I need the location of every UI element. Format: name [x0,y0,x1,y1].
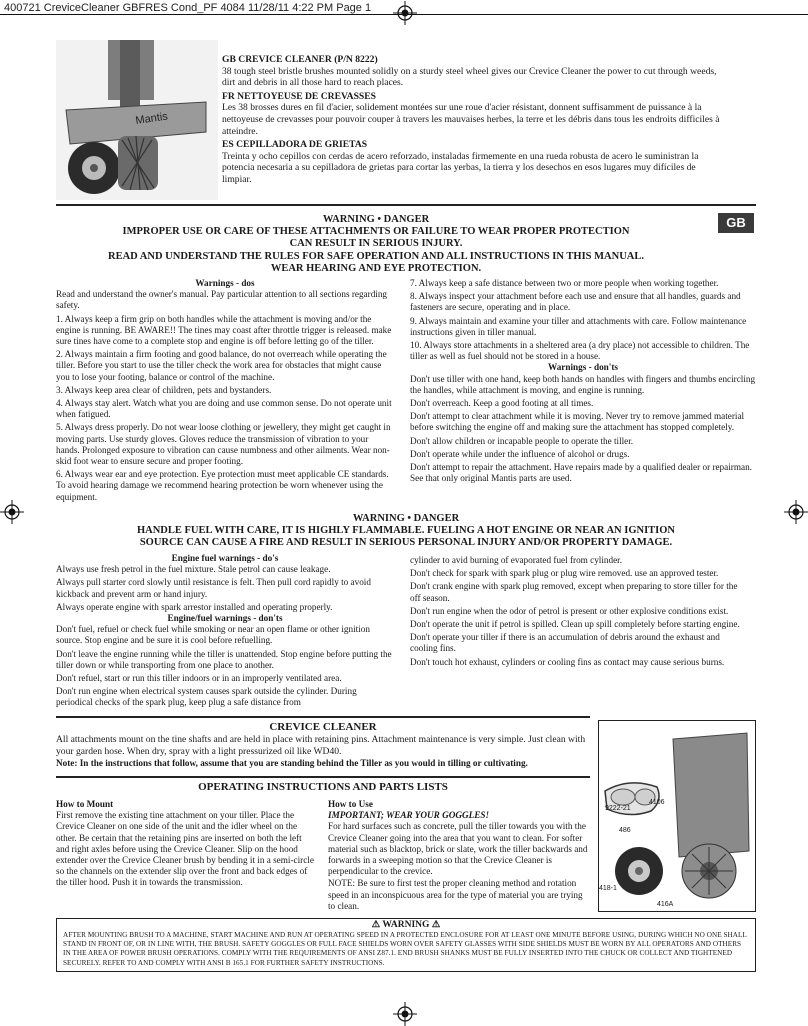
fr-description: Les 38 brosses dures en fil d'acier, solidement montées sur une roue d'acier résistant, donnent suffisamment de puissance à la nettoyeuse de crevasses pour pouvoir couper à travers les mauvaises herbes, la terre et les débris dans tous les endroits difficiles à atteindre. [222,102,720,137]
donts-item: Don't allow children or incapable people to operate the tiller. [410,435,634,446]
fuel-donts-item: Don't run engine when the odor of petrol is present or other explosive conditions exist. [410,605,729,616]
warning1-title: WARNING • DANGER [322,214,430,225]
dos-item: 1. Always keep a firm grip on both handles while the attachment is moving and/or the engine is running. BE AWARE!! The tines may coast after throttle trigger is released. make sure tines have come to a complete stop and engine is off before letting go of the tiller. [56,313,392,347]
use-title: How to Use [328,799,373,809]
warning1-line: IMPROPER USE OR CARE OF THESE ATTACHMENTS OR FAILURE TO WEAR PROPER PROTECTION [122,226,630,238]
warning2-line: HANDLE FUEL WITH CARE, IT IS HIGHLY FLAMMABLE. FUELING A HOT ENGINE OR NEAR AN IGNITION [136,525,676,537]
fuel-dos-item: Always pull starter cord slowly until resistance is felt. Then pull cord rapidly to avoid kickback and prevent arm or hand injury. [56,577,371,599]
warning1-line: READ AND UNDERSTAND THE RULES FOR SAFE OPERATION AND ALL INSTRUCTIONS IN THIS MANUAL. [108,250,644,262]
warning-triangle-icon: ⚠ [371,920,381,930]
part-label: 418-1 [599,885,617,892]
language-badge: GB [718,213,754,233]
donts-item: Don't operate while under the influence of alcohol or drugs. [410,448,630,459]
fuel-donts-item: Don't operate your tiller if there is an accumulation of debris around the exhaust and cooling fins. [410,632,720,654]
fuel-donts-item: Don't fuel, refuel or check fuel while smoking or near an open flame or other ignition source. Stop engine and be sure it is cool before refuelling. [56,624,370,646]
part-label: 9222-21 [605,805,631,812]
dos-item: 7. Always keep a safe distance between two or more people when working together. [410,278,719,288]
use-note: NOTE: Be sure to first test the proper cleaning method and rotation speed in an inconspicuous area for the type of material you are trying to clean. [328,878,583,911]
dos-item: 10. Always store attachments in a sheltered area (a dry place) not accessible to children. The tiller as well as fuel should not be stored in a house. [410,340,750,362]
donts-item: Don't attempt to clear attachment while it is moving. Never try to remove jammed material before switching the engine off and making sure the attachment has stopped completely. [410,411,745,433]
donts-title: Warnings - don'ts [548,362,618,373]
use-text: For hard surfaces such as concrete, pull the tiller towards you with the Crevice Cleaner going into the area that you want to clean. For softer material such as blacktop, brick or slate, work the tiller backwards and forwards in a sweeping motion so that the Crevice Cleaner is perpendicular to the crevice. [328,821,588,877]
registration-mark-bottom [393,1002,417,1026]
part-label: 4106 [649,799,665,806]
print-slug: 400721 CreviceCleaner GBFRES Cond_PF 4084 11/28/11 4:22 PM Page 1 [4,2,372,14]
warning2-line: SOURCE CAN CAUSE A FIRE AND RESULT IN SERIOUS PERSONAL INJURY AND/OR PROPERTY DAMAGE. [139,537,673,549]
fuel-donts-item: Don't crank engine with spark plug removed, except when preparing to store tiller for the off season. [410,581,738,603]
warning1-line: CAN RESULT IN SERIOUS INJURY. [289,238,463,250]
bottom-warning-title: WARNING [382,920,430,930]
registration-mark-right [784,500,808,524]
dos-title: Warnings - dos [195,278,255,288]
registration-mark-left [0,500,24,524]
bottom-warning-box [56,918,756,972]
dos-item: 6. Always wear ear and eye protection. Eye protection must meet applicable CE standards. To avoid hearing damage we recommend hearing protection be worn whenever using the equipment. [56,469,389,502]
crevice-cleaner-photo [56,40,218,200]
fuel-donts-item: cylinder to avid burning of evaporated fuel from cylinder. [410,555,623,565]
dos-item: 2. Always maintain a firm footing and good balance, do not overreach while operating the tiller. Before you start to use the tiller check the work area for obstacles that might cause you to lose your footing, balance or control of the machine. [56,349,387,382]
fuel-donts-title: Engine/fuel warnings - don'ts [167,613,283,624]
fuel-donts-item: Don't operate the unit if petrol is spilled. Clean up spill completely before starting engine. [410,619,740,630]
fuel-donts-item: Don't leave the engine running while the tiller is unattended. Stop engine before putting the tiller down or while transporting from one place to another. [56,648,392,670]
section-divider [56,204,756,206]
gb-description: 38 tough steel bristle brushes mounted solidly on a sturdy steel wheel gives our Crevice Cleaner the power to cut through weeds, dirt and debris in all those hard to reach places. [222,65,717,89]
dos-item: 3. Always keep area clear of children, pets and bystanders. [56,384,272,395]
warning1-line: WEAR HEARING AND EYE PROTECTION. [270,262,482,274]
warning2-title: WARNING • DANGER [352,513,460,524]
es-title: ES CEPILLADORA DE GRIETAS [222,139,368,151]
warning-triangle-icon: ⚠ [431,920,441,930]
donts-item: Don't overreach. Keep a good footing at all times. [410,398,594,409]
section-divider [56,776,590,778]
fuel-donts-item: Don't touch hot exhaust, cylinders or cooling fins as contact may cause serious burns. [410,656,725,667]
registration-mark-top [393,1,417,25]
dos-item: 9. Always maintain and examine your tiller and attachments with care. Follow maintenance instructions given in tiller manual. [410,315,747,337]
fr-title: FR NETTOYEUSE DE CREVASSES [222,90,376,102]
mount-text: First remove the existing tine attachment on your tiller. Place the Crevice Cleaner on one side of the unit and the idler wheel on the other. Be certain that the retaining pins are inserted on both the left and right axles before using the Crevice Cleaner. Slip on the hood extender over the Crevice Cleaner brush by bending it in a semi-circle so the channels on the extender slip over the front and back edges of the tiller hood. Push it in towards the transmission. [56,810,314,888]
dos-item: Read and understand the owner's manual. Pay particular attention to all sections regarding safety. [56,289,388,311]
parts-photo [598,720,756,912]
dos-item: 4. Always stay alert. Watch what you are doing and use common sense. Do not operate unit when fatigued. [56,398,392,420]
part-label: 486 [619,827,631,834]
use-important: IMPORTANT; WEAR YOUR GOGGLES! [328,810,490,821]
crevice-title: CREVICE CLEANER [269,721,377,733]
bottom-warning-text: AFTER MOUNTING BRUSH TO A MACHINE, START MACHINE AND RUN AT OPERATING SPEED IN A PROTECTED ENCLOSURE FOR AT LEAST ONE MINUTE BEFORE USING, DURING WHICH NO ONE SHALL STAND IN FRONT OF, OR IN LINE WITH, THE BRUSH. SAFETY GOGGLES OR FULL FACE SHIELDS WORN OVER SAFETY GLASSES WITH SIDE SHIELDS MUST BE WORN BY ALL OPERATORS AND OTHERS IN THE AREA OF POWER BRUSH OPERATIONS. COMPLY WITH THE REQUIREMENTS OF ANSI Z87.1. END BRUSH SHANKS MUST BE FULLY INSERTED INTO THE CHUCK OR COLLECT AND TIGHTENED SECURELY. REFER TO AND COMPLY WITH ANSI B 165.1 FOR FURTHER SAFETY INSTRUCTIONS. [63,931,747,967]
fuel-dos-title: Engine fuel warnings - do's [171,553,279,563]
fuel-dos-item: Always operate engine with spark arrestor installed and operating properly. [56,601,333,612]
crevice-note: Note: In the instructions that follow, assume that you are standing behind the Tiller as you would in tilling or cultivating. [56,758,528,769]
dos-item: 5. Always dress properly. Do not wear loose clothing or jewellery, they might get caught in moving parts. Use sturdy gloves. Gloves reduce the transmission of vibration to your hands. Prolonged exposure to vibration can cause numbness and other ailments. Wear non-skid foot wear to ensure secure and proper footing. [56,422,391,467]
mount-title: How to Mount [56,799,114,809]
fuel-dos-item: Always use fresh petrol in the fuel mixture. Stale petrol can cause leakage. [56,564,331,575]
donts-item: Don't attempt to repair the attachment. Have repairs made by a qualified dealer or repairman. See that only original Mantis parts are used. [410,462,752,484]
fuel-donts-item: Don't refuel, start or run this tiller indoors or in an improperly ventilated area. [56,673,342,684]
crevice-text: All attachments mount on the tine shafts and are held in place with retaining pins. Attachment maintenance is very simple. Just clean with your garden hose. When dry, spray with a light pressurized oil like WD40. [56,734,586,757]
gb-title: GB CREVICE CLEANER (P/N 8222) [222,54,378,65]
donts-item: Don't use tiller with one hand, keep both hands on handles with fingers and thumbs encircling the handles, while attachment is moving, and engine is running. [410,373,756,395]
ops-title: OPERATING INSTRUCTIONS AND PARTS LISTS [198,781,448,793]
dos-item: 8. Always inspect your attachment before each use and ensure that all handles, guards and fasteners are secure, operating and in place. [410,291,741,313]
photo-brand-label: Mantis [134,110,169,127]
es-description: Treinta y ocho cepillos con cerdas de acero reforzado, instaladas firmemente en una rueda robusta de acero le suministran la potencia necesaria a su cepilladora de grietas para cortar las yerbas, la tierra y los desechos en esos lugares muy difíciles de limpiar. [222,150,699,185]
section-divider [56,716,590,718]
fuel-donts-item: Don't run engine when electrical system causes spark outside the cylinder. During periodical checks of the spark plug, keep plug a safe distance from [56,686,357,708]
fuel-donts-item: Don't check for spark with spark plug or plug wire removed. use an approved tester. [410,568,719,579]
part-label: 416A [657,901,674,908]
parts-illustration [599,721,756,912]
